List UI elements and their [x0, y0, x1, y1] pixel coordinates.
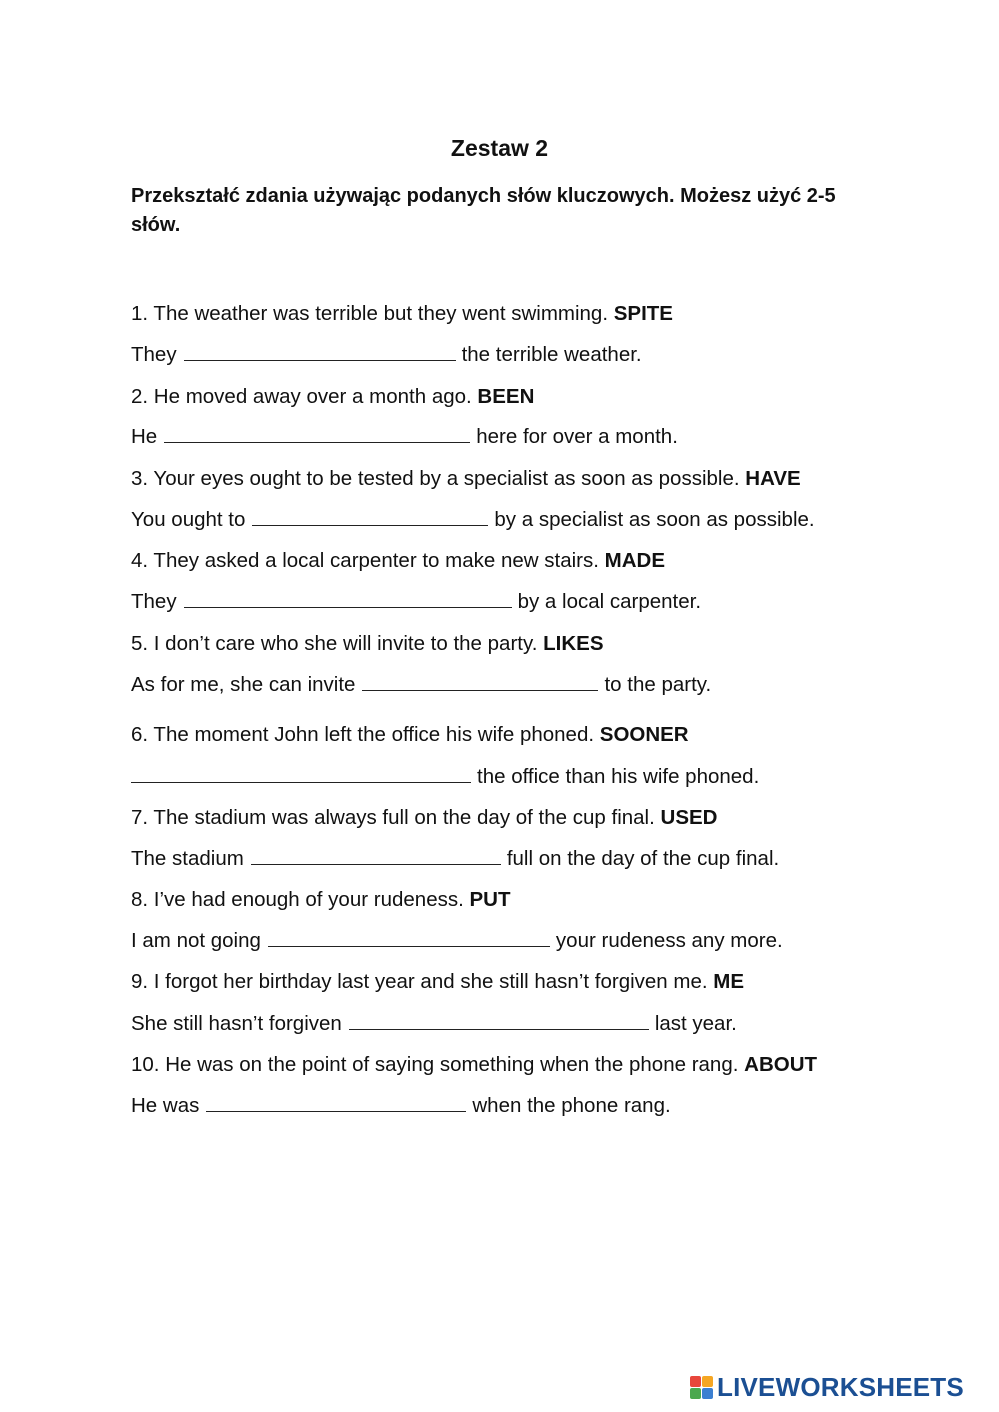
answer-line-6: [131, 764, 759, 790]
answer-prefix: He was: [131, 1094, 200, 1117]
logo-tile: [690, 1376, 701, 1387]
question-text: 6. The moment John left the office his wife phoned.: [131, 723, 595, 746]
keyword: MADE: [604, 549, 665, 572]
answer-blank-4[interactable]: [184, 590, 512, 608]
question-10: [131, 1052, 817, 1078]
answer-prefix: As for me, she can invite: [131, 673, 356, 696]
answer-suffix: last year.: [654, 1012, 737, 1035]
question-2: [131, 384, 534, 410]
answer-line-4: [131, 589, 701, 615]
answer-line-2: [131, 424, 678, 450]
answer-suffix: full on the day of the cup final.: [506, 847, 780, 870]
answer-blank-9[interactable]: [349, 1012, 649, 1030]
answer-prefix: The stadium: [131, 847, 244, 870]
answer-blank-2[interactable]: [164, 425, 470, 443]
logo-tile: [702, 1376, 713, 1387]
answer-suffix: by a local carpenter.: [517, 590, 702, 613]
answer-suffix: the office than his wife phoned.: [477, 765, 760, 788]
question-8: [131, 887, 511, 913]
answer-suffix: by a specialist as soon as possible.: [494, 508, 815, 531]
answer-blank-5[interactable]: [362, 673, 598, 691]
question-text: 10. He was on the point of saying something when the phone rang.: [131, 1053, 739, 1076]
question-3: [131, 466, 801, 492]
answer-prefix: I am not going: [131, 929, 261, 952]
answer-blank-7[interactable]: [251, 847, 501, 865]
question-text: 3. Your eyes ought to be tested by a specialist as soon as possible.: [131, 467, 740, 490]
liveworksheets-logo: [690, 1372, 964, 1403]
keyword: SOONER: [599, 723, 689, 746]
answer-line-9: [131, 1011, 737, 1037]
answer-suffix: the terrible weather.: [461, 343, 642, 366]
answer-line-1: [131, 342, 642, 368]
keyword: ABOUT: [744, 1053, 818, 1076]
question-4: [131, 548, 665, 574]
keyword: USED: [660, 806, 718, 829]
question-1: [131, 301, 673, 327]
logo-tile: [702, 1388, 713, 1399]
answer-blank-10[interactable]: [206, 1094, 466, 1112]
logo-tiles-icon: [690, 1376, 713, 1399]
question-7: [131, 805, 717, 831]
answer-blank-1[interactable]: [184, 343, 456, 361]
question-6: [131, 722, 689, 748]
logo-text: LIVEWORKSHEETS: [717, 1372, 964, 1402]
question-5: [131, 631, 604, 657]
keyword: PUT: [469, 888, 511, 911]
question-text: 8. I’ve had enough of your rudeness.: [131, 888, 464, 911]
question-text: 4. They asked a local carpenter to make new stairs.: [131, 549, 599, 572]
question-text: 5. I don’t care who she will invite to the party.: [131, 632, 538, 655]
logo-tile: [690, 1388, 701, 1399]
answer-blank-6[interactable]: [131, 765, 471, 783]
answer-line-10: [131, 1093, 671, 1119]
answer-prefix: You ought to: [131, 508, 246, 531]
answer-line-7: [131, 846, 779, 872]
question-text: 2. He moved away over a month ago.: [131, 385, 472, 408]
keyword: LIKES: [543, 632, 604, 655]
answer-line-3: [131, 507, 815, 533]
answer-line-8: [131, 928, 783, 954]
question-text: 7. The stadium was always full on the day of the cup final.: [131, 806, 655, 829]
answer-suffix: your rudeness any more.: [555, 929, 783, 952]
question-text: 9. I forgot her birthday last year and she still hasn’t forgiven me.: [131, 970, 708, 993]
keyword: ME: [713, 970, 745, 993]
answer-blank-8[interactable]: [268, 929, 550, 947]
answer-line-5: [131, 672, 711, 698]
answer-prefix: She still hasn’t forgiven: [131, 1012, 342, 1035]
answer-suffix: when the phone rang.: [472, 1094, 671, 1117]
keyword: BEEN: [477, 385, 535, 408]
instructions: Przekształć zdania używając podanych słów kluczowych. Możesz użyć 2-5 słów.: [131, 185, 836, 236]
answer-suffix: here for over a month.: [476, 425, 678, 448]
answer-prefix: He: [131, 425, 158, 448]
answer-prefix: They: [131, 590, 177, 613]
question-text: 1. The weather was terrible but they went swimming.: [131, 302, 609, 325]
keyword: HAVE: [745, 467, 801, 490]
worksheet-title: Zestaw 2: [450, 135, 549, 161]
question-9: [131, 969, 744, 995]
answer-suffix: to the party.: [604, 673, 712, 696]
answer-prefix: They: [131, 343, 177, 366]
answer-blank-3[interactable]: [252, 508, 488, 526]
keyword: SPITE: [613, 302, 673, 325]
